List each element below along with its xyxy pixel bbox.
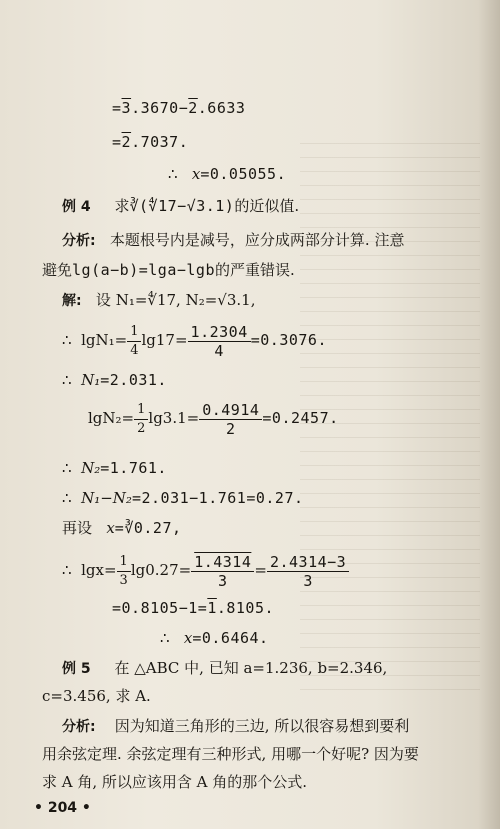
example-5-line1: 例 5 在 △ABC 中, 已知 a=1.236, b=2.346, [62, 659, 388, 677]
lgN1-line: ∴ lgN₁= $\frac{1}{4}$ lg17= $\frac{1.2304}{4}$ =0.3076. [62, 322, 327, 360]
solution-line: 解: 设 N₁=∜17, N₂=√3.1, [62, 291, 256, 309]
page-number: • 204 • [34, 800, 91, 816]
line-2: =2.7037. [112, 133, 189, 151]
diff-line: ∴ N₁−N₂=2.031−1.761=0.27. [62, 489, 304, 507]
analysis-2-line3: 求 A 角, 所以应该用含 A 角的那个公式. [42, 773, 308, 791]
N2-line: ∴ N₂=1.761. [62, 459, 167, 477]
lgx-result-line: =0.8105−1=1.8105. [112, 599, 275, 617]
analysis-2-line2: 用余弦定理. 余弦定理有三种形式, 用哪一个好呢? 因为要 [42, 745, 419, 763]
example-5-line2: c=3.456, 求 A. [42, 687, 151, 705]
analysis-2-line1: 分析: 因为知道三角形的三边, 所以很容易想到要利 [62, 717, 410, 735]
analysis-1-line1: 分析: 本题根号内是减号，应分成两部分计算. 注意 [62, 231, 405, 249]
N1-line: ∴ N₁=2.031. [62, 371, 167, 389]
line-3: ∴ x=0.05055. [168, 165, 287, 183]
reset-line: 再设 x=∛0.27, [62, 519, 182, 537]
line-1: =3.3670−2.6633 [112, 99, 246, 117]
example-4: 例 4 求∛(∜17−√3.1)的近似值. [62, 197, 300, 215]
x-result-line: ∴ x=0.6464. [160, 629, 269, 647]
lgx-line: ∴ lgx= $\frac{1}{3}$ lg0.27= $\frac{1.4314}{3}$ = $\frac{2.4314-3}{3}$ [62, 550, 349, 590]
analysis-1-line2: 避免lg(a−b)=lga−lgb的严重错误. [42, 261, 295, 279]
lgN2-line: lgN₂= $\frac{1}{2}$ lg3.1= $\frac{0.4914}{2}$ =0.2457. [88, 400, 339, 438]
